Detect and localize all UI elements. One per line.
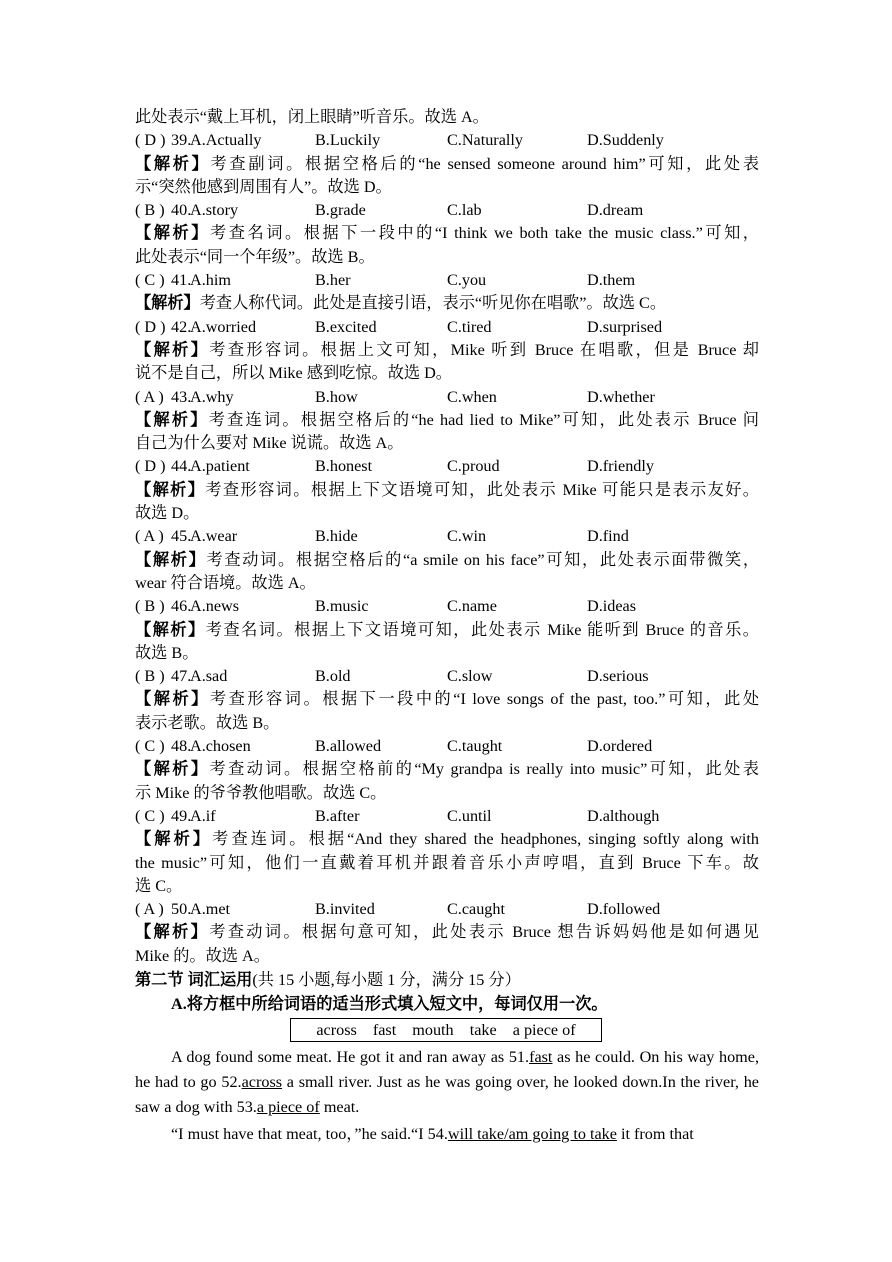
option-d: D.surprised (587, 317, 663, 336)
option-d: D.ideas (587, 597, 636, 616)
analysis-line (135, 921, 759, 944)
passage-text: A dog found some meat. He got it and ran away as 51. (171, 1047, 530, 1066)
option-c: C.lab (447, 201, 482, 220)
option-b: B.allowed (315, 737, 382, 756)
question-list (135, 129, 759, 968)
question-row (135, 525, 759, 548)
question-number: 39. (171, 131, 192, 150)
analysis-line: 自己为什么要对 Mike 说谎。故选 A。 (135, 434, 404, 453)
analysis-line (135, 758, 759, 781)
option-b: B.excited (315, 317, 377, 336)
analysis-tag: 【解析】 (135, 224, 210, 243)
analysis-text: 考查名词。根据下一段中的“I think we both take the music class.”可知， (209, 224, 759, 243)
word-box-item: fast (372, 1020, 397, 1039)
analysis-line: 选 C。 (135, 876, 183, 895)
answer-key-page (135, 106, 759, 1147)
question-number: 44. (171, 457, 192, 476)
answer-marker: ( B ) (135, 597, 165, 616)
answer-marker: ( B ) (135, 667, 165, 686)
option-a: A.worried (190, 317, 257, 336)
section-title-note: (共 15 小题,每小题 1 分，满分 15 分） (252, 970, 521, 989)
question-number: 50. (171, 900, 192, 919)
option-d: D.dream (587, 201, 644, 220)
option-b: B.honest (315, 457, 373, 476)
answer-marker: ( D ) (135, 317, 166, 336)
analysis-tag: 【解析】 (135, 340, 210, 359)
passage-text: as he could. On his way home, he had to go 52. (135, 1047, 759, 1092)
analysis-line: 说不是自己，所以 Mike 感到吃惊。故选 D。 (135, 364, 452, 383)
option-b: B.her (315, 271, 351, 290)
analysis-line: 表示老歌。故选 B。 (135, 713, 280, 732)
answer-marker: ( C ) (135, 737, 165, 756)
option-a: A.story (190, 201, 239, 220)
option-a: A.Actually (190, 131, 262, 150)
question-row (135, 386, 759, 409)
filled-answer-51: fast (529, 1047, 553, 1066)
answer-marker: ( C ) (135, 271, 165, 290)
option-c: C.win (447, 527, 487, 546)
answer-marker: ( D ) (135, 457, 166, 476)
passage-text: it from that (616, 1124, 694, 1143)
analysis-text: 考查动词。根据空格前的“My grandpa is really into music”可知，此处表 (209, 760, 759, 779)
option-b: B.how (315, 387, 358, 406)
option-c: C.proud (447, 457, 500, 476)
question-number: 46. (171, 597, 192, 616)
analysis-text: 考查形容词。根据下一段中的“I love songs of the past, too.”可知，此处 (209, 690, 760, 709)
analysis-tag: 【解析】 (135, 550, 207, 569)
question-number: 47. (171, 667, 192, 686)
question-number: 48. (171, 737, 192, 756)
analysis-line (135, 153, 759, 176)
filled-answer-53: a piece of (256, 1098, 320, 1117)
analysis-tag: 【解析】 (135, 830, 213, 849)
question-row (135, 129, 759, 152)
passage-paragraph-2 (135, 1122, 759, 1147)
analysis-line (135, 222, 759, 245)
analysis-line (135, 292, 759, 315)
option-b: B.grade (315, 201, 366, 220)
analysis-tag: 【解析】 (135, 480, 206, 499)
word-box-item: mouth (412, 1020, 454, 1039)
option-b: B.Luckily (315, 131, 381, 150)
analysis-line (135, 828, 759, 851)
option-d: D.them (587, 271, 636, 290)
option-d: D.friendly (587, 457, 654, 476)
option-a: A.chosen (190, 737, 251, 756)
option-b: B.invited (315, 900, 375, 919)
question-number: 42. (171, 317, 192, 336)
option-a: A.if (190, 806, 216, 825)
answer-marker: ( C ) (135, 806, 165, 825)
analysis-text: 考查名词。根据上下文语境可知，此处表示 Mike 能听到 Bruce 的音乐。 (205, 620, 759, 639)
analysis-line: the music”可知，他们一直戴着耳机并跟着音乐小声哼唱，直到 Bruce 下车。故 (135, 853, 759, 872)
passage-text: a small river. Just as he was going over, he looked down.In the river, he saw a dog with 53. (135, 1073, 759, 1117)
analysis-tag: 【解析】 (135, 690, 210, 709)
intro-line: 此处表示“戴上耳机，闭上眼睛”听音乐。故选 A。 (135, 108, 489, 126)
analysis-line (135, 339, 759, 362)
section-title (135, 968, 759, 992)
question-row (135, 269, 759, 292)
answer-marker: ( B ) (135, 201, 165, 220)
question-row (135, 455, 759, 478)
answer-marker: ( A ) (135, 900, 164, 919)
word-box-row (135, 1016, 759, 1045)
analysis-line (135, 619, 759, 642)
passage-text: meat. (319, 1098, 360, 1117)
analysis-tag: 【解析】 (135, 923, 210, 942)
analysis-line: 示 Mike 的爷爷教他唱歌。故选 C。 (135, 783, 387, 802)
question-number: 43. (171, 387, 192, 406)
option-a: A.wear (190, 527, 238, 546)
analysis-line: 故选 B。 (135, 643, 199, 662)
option-c: C.caught (447, 900, 505, 919)
option-a: A.patient (190, 457, 250, 476)
option-c: C.until (447, 806, 492, 825)
filled-answer-54: will take/am going to take (447, 1124, 617, 1143)
option-d: D.Suddenly (587, 131, 664, 150)
section-title-main: 第二节 词汇运用 (135, 970, 253, 989)
question-row (135, 665, 759, 688)
option-c: C.slow (447, 667, 493, 686)
word-box-item: a piece of (512, 1020, 576, 1039)
option-b: B.hide (315, 527, 358, 546)
passage-text: “I must have that meat, too，”he said.“I 54. (171, 1124, 448, 1143)
question-row (135, 898, 759, 921)
analysis-text: 考查副词。根据空格后的“he sensed someone around him”可知，此处表 (210, 154, 760, 173)
option-c: C.taught (447, 737, 503, 756)
answer-marker: ( A ) (135, 387, 164, 406)
analysis-line: 示“突然他感到周围有人”。故选 D。 (135, 177, 392, 196)
option-a: A.him (190, 271, 231, 290)
analysis-text: 考查连词。根据空格后的“he had lied to Mike”可知，此处表示 Bruce 问 (208, 410, 759, 429)
analysis-text: 考查动词。根据句意可知，此处表示 Bruce 想告诉妈妈他是如何遇见 (209, 923, 760, 942)
analysis-line: Mike 的。故选 A。 (135, 946, 270, 965)
option-c: C.tired (447, 317, 492, 336)
option-d: D.find (587, 527, 629, 546)
question-row (135, 735, 759, 758)
word-box-item: take (469, 1020, 497, 1039)
option-d: D.serious (587, 667, 649, 686)
option-a: A.why (190, 387, 234, 406)
analysis-text: 考查形容词。根据上下文语境可知，此处表示 Mike 可能只是表示友好。 (205, 480, 759, 499)
option-a: A.sad (190, 667, 228, 686)
section-instruction: A.将方框中所给词语的适当形式填入短文中，每词仅用一次。 (171, 994, 608, 1013)
analysis-text: 考查连词。根据“And they shared the headphones, singing softly along with (212, 830, 760, 849)
analysis-line (135, 479, 759, 502)
option-a: A.news (190, 597, 240, 616)
option-c: C.you (447, 271, 487, 290)
question-row (135, 805, 759, 828)
analysis-tag: 【解析】 (135, 760, 210, 779)
question-row (135, 199, 759, 222)
analysis-line: 故选 D。 (135, 504, 200, 523)
word-box (290, 1018, 602, 1042)
analysis-tag: 【解析】 (135, 154, 211, 173)
analysis-text: 考查动词。根据空格后的“a smile on his face”可知，此处表示面带微笑， (206, 550, 760, 569)
question-row (135, 316, 759, 339)
analysis-text: 考查形容词。根据上文可知，Mike 听到 Bruce 在唱歌，但是 Bruce 却 (209, 340, 759, 359)
analysis-tag: 【解析】 (135, 410, 209, 429)
analysis-tag: 【解析】 (135, 294, 200, 313)
option-b: B.old (315, 667, 351, 686)
option-b: B.after (315, 806, 360, 825)
option-c: C.Naturally (447, 131, 523, 150)
question-number: 45. (171, 527, 192, 546)
option-d: D.although (587, 806, 660, 825)
analysis-line: wear 符合语境。故选 A。 (135, 573, 316, 592)
analysis-line (135, 409, 759, 432)
option-c: C.name (447, 597, 497, 616)
analysis-line (135, 549, 759, 572)
question-number: 41. (171, 271, 192, 290)
analysis-tag: 【解析】 (135, 620, 206, 639)
analysis-line: 此处表示“同一个年级”。故选 B。 (135, 247, 375, 266)
word-box-item: across (316, 1020, 357, 1039)
question-number: 49. (171, 806, 192, 825)
analysis-line (135, 688, 759, 711)
passage-paragraph-1 (135, 1045, 759, 1121)
answer-marker: ( A ) (135, 527, 164, 546)
option-b: B.music (315, 597, 369, 616)
question-number: 40. (171, 201, 192, 220)
option-c: C.when (447, 387, 497, 406)
option-a: A.met (190, 900, 231, 919)
answer-marker: ( D ) (135, 131, 166, 150)
filled-answer-52: across (241, 1073, 283, 1092)
option-d: D.followed (587, 900, 661, 919)
question-row (135, 595, 759, 618)
option-d: D.whether (587, 387, 655, 406)
option-d: D.ordered (587, 737, 653, 756)
analysis-text: 考查人称代词。此处是直接引语，表示“听见你在唱歌”。故选 C。 (199, 294, 667, 313)
